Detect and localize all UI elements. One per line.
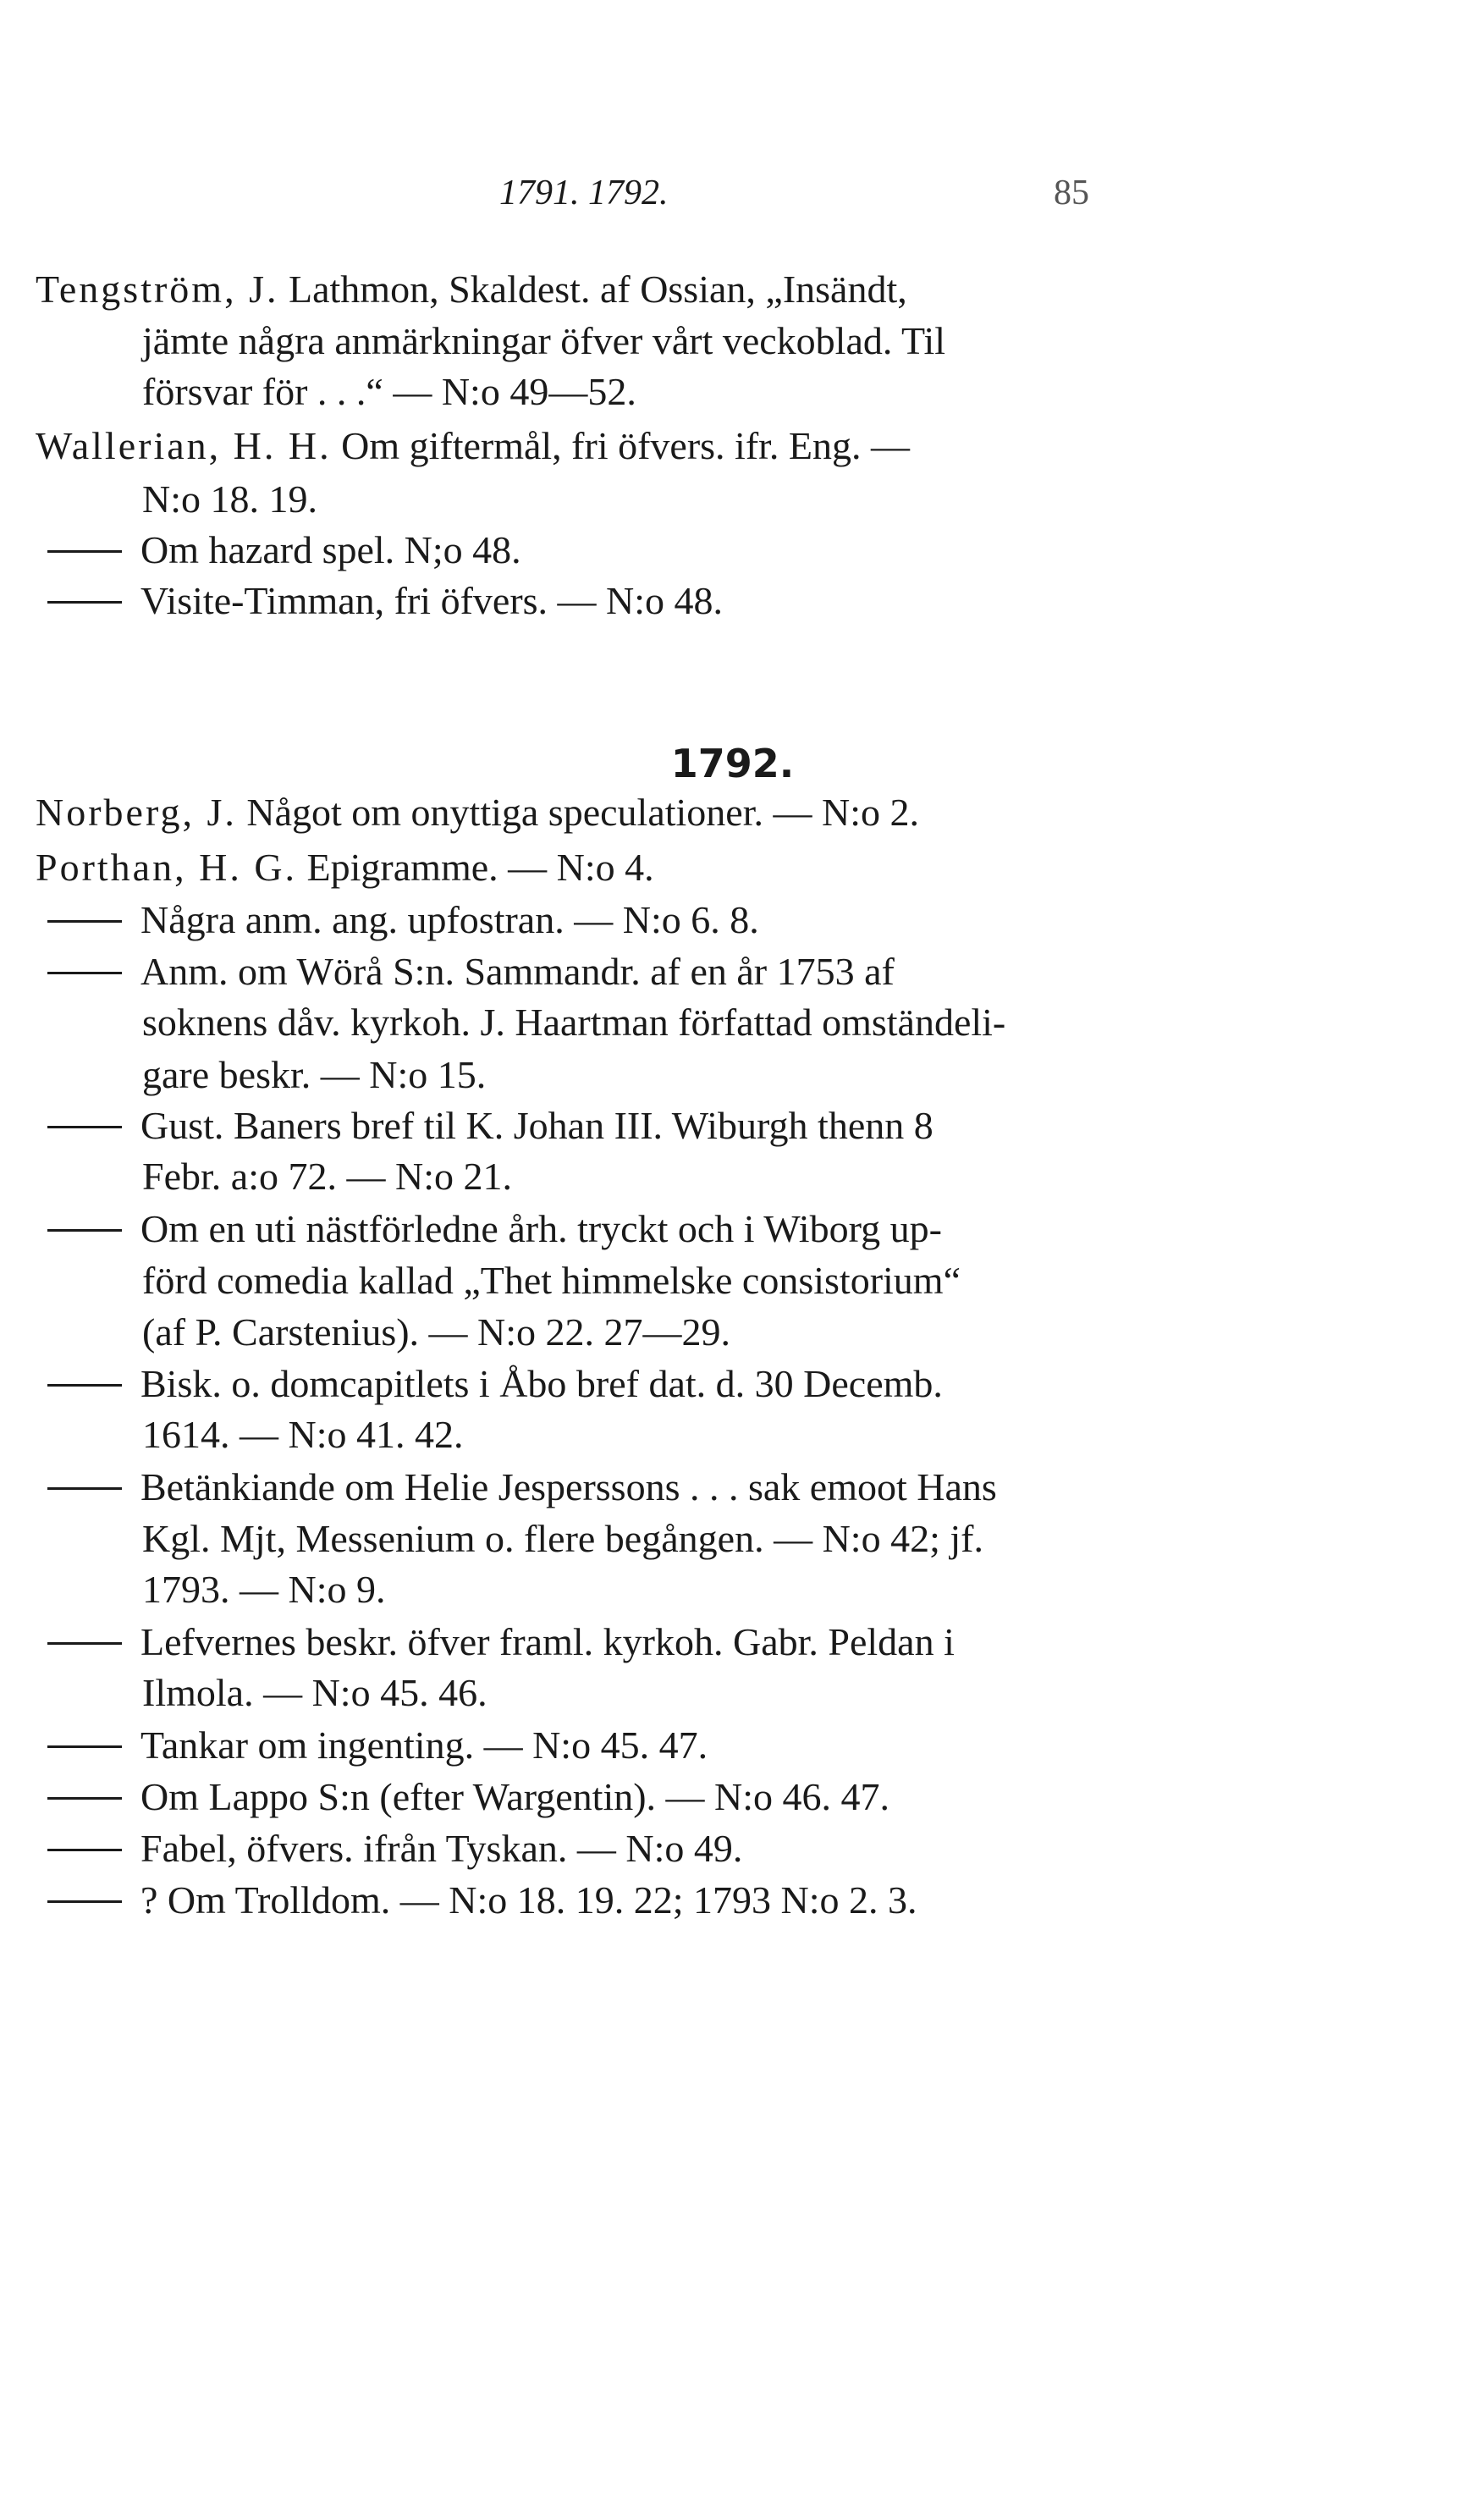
entry-text: Om en uti nästförledne årh. tryckt och i Wiborg up- [140,1207,942,1250]
ditto-dash [47,1487,122,1490]
entry-text: Febr. a:o 72. — N:o 21. [142,1155,512,1198]
entry-line [47,1204,942,1254]
entry-line [142,1151,512,1202]
entry-line [142,1050,486,1100]
entry-line [47,1100,934,1151]
entry-text: jämte några anmärkningar öfver vårt veckoblad. Til [142,319,946,362]
entry-line [47,1462,997,1513]
entry-text: Lathmon, Skaldest. af Ossian, „Insändt, [289,267,907,311]
entry-line [47,1617,955,1668]
entry-text: Om Lappo S:n (efter Wargentin). — N:o 46. 47. [140,1775,890,1818]
entry-text: 1614. — N:o 41. 42. [142,1413,464,1456]
header-years: 1791. 1792. [499,174,669,212]
entry-text: Anm. om Wörå S:n. Sammandr. af en år 1753 af [140,950,895,993]
entry-line [47,1772,889,1822]
entry-text: Fabel, öfvers. ifrån Tyskan. — N:o 49. [140,1827,743,1870]
ditto-dash [47,1384,122,1387]
entry-text: Om hazard spel. N;o 48. [140,528,521,571]
ditto-dash [47,920,122,923]
entry-text: N:o 18. 19. [142,477,317,521]
entry-line [142,1307,730,1358]
entry-text: Lefvernes beskr. öfver framl. kyrkoh. Gabr. Peldan i [140,1620,955,1663]
entry-text: Epigramme. — N:o 4. [306,846,654,889]
entry-text: ? Om Trolldom. — N:o 18. 19. 22; 1793 N:o 2. 3. [140,1878,917,1922]
entry-text: Ilmola. — N:o 45. 46. [142,1671,487,1714]
entry-line [142,1514,983,1564]
entry-text: Betänkiande om Helie Jesperssons . . . sak emoot Hans [140,1465,997,1508]
ditto-dash [47,1900,122,1903]
entry-line [47,895,759,946]
page-number: 85 [1054,174,1089,212]
entry-line [47,946,895,997]
entry-line [142,997,1005,1048]
ditto-dash [47,1797,122,1800]
entry-line [142,367,636,417]
entry-line [47,525,521,576]
entry-text: Om giftermål, fri öfvers. ifr. Eng. — [341,424,911,467]
entry-line [142,1409,464,1460]
ditto-dash [47,601,122,604]
ditto-dash [47,972,122,974]
entry-text: Bisk. o. domcapitlets i Åbo bref dat. d. 30 Decemb. [140,1362,943,1405]
ditto-dash [47,1745,122,1748]
entry-text: Gust. Baners bref til K. Johan III. Wiburgh thenn 8 [140,1104,934,1147]
ditto-dash [47,1642,122,1645]
entry-text: Tankar om ingenting. — N:o 45. 47. [140,1723,708,1767]
entry-text: (af P. Carstenius). — N:o 22. 27—29. [142,1310,731,1354]
entry-author: Porthan, H. G. [36,846,298,889]
ditto-dash [47,1126,122,1128]
entry-line [142,1564,386,1615]
entry-text: förd comedia kallad „Thet himmelske consistorium“ [142,1259,961,1302]
entry-text: Visite-Timman, fri öfvers. — N:o 48. [140,579,724,622]
entry-line [47,576,723,626]
ditto-dash [47,1229,122,1232]
running-header [0,168,1465,218]
entry-line [36,421,910,471]
entry-author: Tengström, J. [36,267,279,311]
section-year-heading: 1792. [670,741,795,786]
entry-text: Något om onyttiga speculationer. — N:o 2. [246,791,919,834]
entry-text: gare beskr. — N:o 15. [142,1053,487,1096]
entry-text: soknens dåv. kyrkoh. J. Haartman författad omständeli- [142,1001,1006,1044]
entry-line [47,1720,708,1771]
entry-line [36,264,907,315]
entry-text: försvar för . . .“ — N:o 49—52. [142,370,636,413]
entry-author: Wallerian, H. H. [36,424,332,467]
entry-line [47,1823,742,1874]
entry-text: Kgl. Mjt, Messenium o. flere begången. — N:o 42; jf. [142,1517,983,1560]
entry-text: 1793. — N:o 9. [142,1568,386,1611]
entry-text: Några anm. ang. upfostran. — N:o 6. 8. [140,898,759,941]
entry-author: Norberg, J. [36,791,237,834]
entry-line [142,474,317,525]
entry-line [142,316,945,367]
entry-line [36,842,654,893]
ditto-dash [47,550,122,553]
entry-line [142,1255,961,1306]
entry-line [36,787,919,838]
entry-line [47,1875,917,1926]
ditto-dash [47,1849,122,1851]
entry-line [142,1668,487,1718]
entry-line [47,1359,943,1409]
